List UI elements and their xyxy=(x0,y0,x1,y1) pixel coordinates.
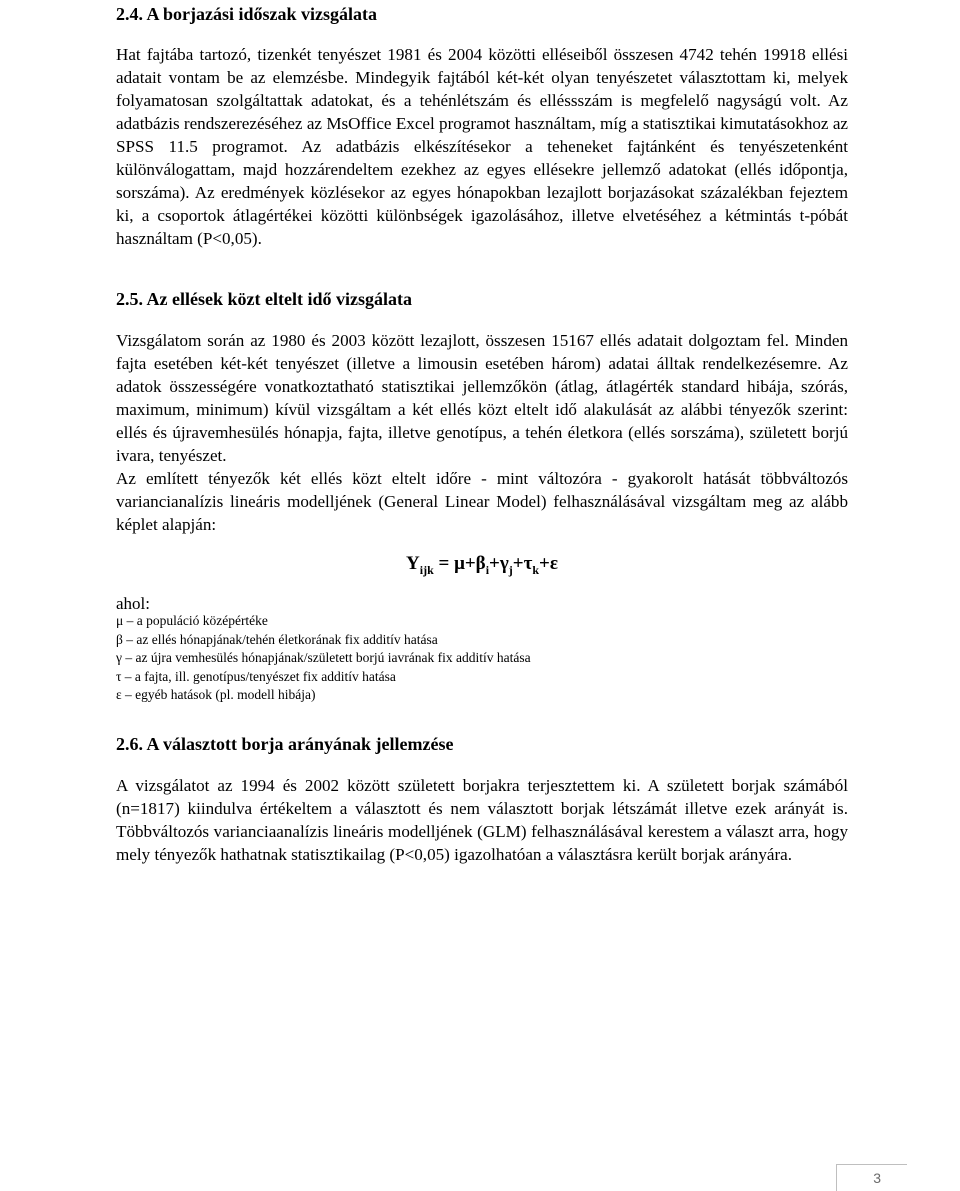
model-formula xyxy=(116,553,848,578)
formula-gamma: +γ xyxy=(489,553,509,574)
section-2-4-paragraph: Hat fajtába tartozó, tizenkét tenyészet 1981 és 2004 közötti elléseiből összesen 4742 tehén 19918 ellési adatait vontam be az elemzésbe. Mindegyik fajtából két-két olyan tenyészetet választottam ki, melyek folyamatosan szolgáltattak adatokat, és a tehénlétszám és elléssszám is megfelelő nagyságú volt. Az adatbázis rendszerezéséhez az MsOffice Excel programot használtam, míg a statisztikai kimutatásokhoz az SPSS 11.5 programot. Az adatbázis elkészítésekor a teheneket fajtánként és tenyészetenként különválogattam, majd hozzárendeltem ezekhez az egyes ellésekre jellemző adatokat (ellés időpontja, sorszáma). Az eredmények közlésekor az egyes hónapokban lezajlott borjazásokat százalékban fejeztem ki, a csoportok átlagértékei közötti különbségek igazolásához, illetve elvetéséhez a kétmintás t-póbát használtam (P<0,05). xyxy=(116,45,848,248)
formula-epsilon: +ε xyxy=(539,553,558,574)
formula-tau-sub: k xyxy=(532,562,540,577)
legend-item-epsilon: ε – egyéb hatások (pl. modell hibája) xyxy=(116,687,316,702)
formula-legend xyxy=(116,612,531,705)
formula-tau: +τ xyxy=(512,553,533,574)
page-number-frame xyxy=(836,1164,907,1191)
legend-item-beta: β – az ellés hónapjának/tehén életkorának fix additív hatása xyxy=(116,631,438,647)
formula-y-sub: ijk xyxy=(419,562,434,577)
legend-intro: ahol: xyxy=(116,594,150,613)
legend-item-gamma: γ – az újra vemhesülés hónapjának/született borjú iavrának fix additív hatása xyxy=(116,650,531,665)
formula-beta-sub: i xyxy=(485,562,490,577)
section-heading-2-4: 2.4. A borjazási időszak vizsgálata xyxy=(116,4,378,24)
section-heading-2-5: 2.5. Az ellések közt eltelt idő vizsgálata xyxy=(116,289,412,309)
section-2-6-paragraph: A vizsgálatot az 1994 és 2002 között született borjakra terjesztettem ki. A született borjak számából (n=1817) kiindulva értékeltem a választott és nem választott borjak létszámát illetve ezek arányát is. Többváltozós varianciaanalízis lineáris modelljének (GLM) felhasználásával kerestem a választ arra, hogy mely tényezők hathatnak statisztikailag (P<0,05) igazolhatóan a választásra került borjak arányára. xyxy=(116,776,848,864)
section-2-5-paragraph-2: Az említett tényezők két ellés közt eltelt időre - mint változóra - gyakorolt hatását többváltozós variancianalízis lineáris modelljének (General Linear Model) felhasználásával vizsgáltam meg az alább képlet alapján: xyxy=(116,469,848,534)
section-heading-2-6: 2.6. A választott borja arányának jellemzése xyxy=(116,734,454,754)
section-2-5-paragraph: Vizsgálatom során az 1980 és 2003 között lezajlott, összesen 15167 ellés adatait dolgoztam fel. Minden fajta esetében két-két tenyészet (illetve a limousin esetében három) adatai álltak rendelkezésemre. Az adatok összességére vonatkoztatható statisztikai jellemzőkön (átlag, átlagérték standard hibája, szórás, maximum, minimum) kívül vizsgáltam a két ellés közt eltelt idő alakulását az alábbi tényezők szerint: ellés és újravemhesülés hónapja, fajta, illetve genotípus, a tehén életkora (ellés sorszáma), született borjú ivara, tenyészet. xyxy=(116,331,848,465)
formula-mu-beta: = μ+β xyxy=(433,553,486,574)
legend-item-tau: τ – a fajta, ill. genotípus/tenyészet fix additív hatása xyxy=(116,668,396,684)
formula-gamma-sub: j xyxy=(508,562,513,577)
legend-item-mu: μ – a populáció középértéke xyxy=(116,613,268,628)
page-number: 3 xyxy=(873,1170,881,1186)
formula-y: Y xyxy=(406,553,420,574)
